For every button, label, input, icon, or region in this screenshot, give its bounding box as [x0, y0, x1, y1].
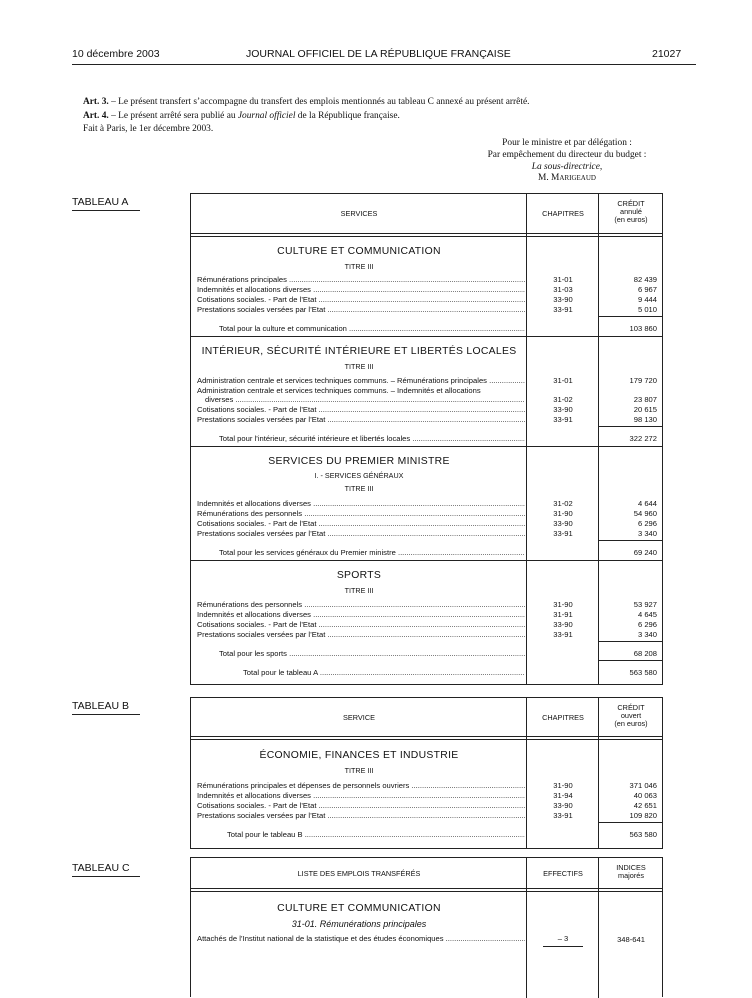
- header-page-number: 21027: [652, 48, 682, 60]
- article-3-label: Art. 3.: [83, 97, 109, 107]
- section-total-label: Total pour les sports .....: [219, 649, 525, 659]
- col-credit: CRÉDIT annulé (en euros): [614, 199, 648, 224]
- table-row: Cotisations sociales. - Part de l’Etat .....: [197, 620, 525, 630]
- section-total: 68 208: [633, 649, 657, 658]
- fait-a-paris: Fait à Paris, le 1er décembre 2003.: [83, 124, 214, 134]
- section-total-label: Total pour l’intérieur, sécurité intérieure et libertés locales .....: [219, 434, 525, 444]
- table-row-continued: diverses .....: [205, 395, 525, 405]
- tableau-a-label-rule: [72, 210, 140, 211]
- col-credit: CRÉDIT ouvert (en euros): [614, 703, 648, 728]
- header-date: 10 décembre 2003: [72, 48, 160, 60]
- section-total-label: Total pour les services généraux du Premier ministre .....: [219, 548, 525, 558]
- table-row: Rémunérations des personnels .....: [197, 600, 525, 610]
- signature-line-3: La sous-directrice,: [531, 162, 603, 172]
- col-service: SERVICE: [343, 713, 375, 722]
- tableau-c-label: TABLEAU C: [72, 862, 130, 874]
- titre-label: TITRE III: [344, 362, 374, 371]
- header-title: JOURNAL OFFICIEL DE LA RÉPUBLIQUE FRANÇAISE: [246, 48, 511, 60]
- table-row: Prestations sociales versées par l’Etat .....: [197, 305, 525, 315]
- table-row: Indemnités et allocations diverses .....: [197, 499, 525, 509]
- article-4-label: Art. 4.: [83, 111, 109, 121]
- table-row: Cotisations sociales. - Part de l’Etat .....: [197, 405, 525, 415]
- table-row: Rémunérations principales .....: [197, 275, 525, 285]
- tableau-a: SERVICES CHAPITRES CRÉDIT annulé (en euros) CULTURE ET COMMUNICATION TITRE III Rémunérations principales ..... 31-01 82 439 Indemnités et allocations diverses ..... 31-03 6 967 Cotisations sociales. - Part de l’Etat ..... 33-90 9 444 Prestations sociales versées par l’Etat ..... 33-91 5 010 Total pour la culture et communication ..... 103 860 INTÉRIEUR, SÉCURITÉ INTÉRIEURE ET LIBERTÉS LOCALES TITRE III Administration centrale et services techniques communs. – Rémunérations principales ..... 31-01 179 720 Administration centrale et services techniques communs. – Indemnités et allocations diverses ..... 31-02 23 807 Cotisations sociales. - Part de l’Etat ..... 33-90 20 615 Prestations sociales versées par l’Etat ..... 33-91 98 130 Total pour l’intérieur, sécurité intérieure et libertés locales ..... 322 272 SERVICES DU PREMIER MINISTRE I. - SERVICES GÉNÉRAUX TITRE III Indemnités et allocations diverses ..... 31-02 4 644 Rémunérations des personnels ..... 31-90 54 960 Cotisations sociales. - Part de l’Etat ..... 33-90 6 296 Prestations sociales versées par l’Etat ..... 33-91 3 340 Total pour les services généraux du Premier ministre ..... 69 240 SPORTS TITRE III Rémunérations des personnels ..... 31-90 53 927 Indemnités et allocations diverses ..... 31-91 4 645 Cotisations sociales. - Part de l’Etat ..... 33-90 6 296 Prestations sociales versées par l’Etat ..... 33-91 3 340 Total pour les sports ..... 68 208 Total pour le tableau A ..... 563 580: [190, 193, 663, 685]
- grand-total-label: Total pour le tableau A .....: [243, 668, 525, 678]
- tableau-b-label-rule: [72, 714, 140, 715]
- table-row: Cotisations sociales. - Part de l’Etat .....: [197, 801, 525, 811]
- section-total-label: Total pour la culture et communication .....: [219, 324, 525, 334]
- titre-label: TITRE III: [344, 484, 374, 493]
- table-row: Indemnités et allocations diverses .....: [197, 285, 525, 295]
- tableau-a-label: TABLEAU A: [72, 196, 129, 208]
- titre-label: TITRE III: [344, 262, 374, 271]
- total: 563 580: [629, 830, 657, 839]
- col-services: SERVICES: [340, 209, 378, 218]
- table-row: Cotisations sociales. - Part de l’Etat .....: [197, 295, 525, 305]
- article-4-text-a: – Le présent arrêté sera publié au: [111, 111, 236, 121]
- header-rule: [72, 64, 696, 65]
- table-row: Cotisations sociales. - Part de l’Etat .....: [197, 519, 525, 529]
- section-title: ÉCONOMIE, FINANCES ET INDUSTRIE: [259, 750, 459, 761]
- section-title: CULTURE ET COMMUNICATION: [277, 903, 441, 914]
- signature-name: M. Marigeaud: [538, 173, 596, 183]
- section-total: 322 272: [629, 434, 657, 443]
- titre-label: TITRE III: [344, 586, 374, 595]
- total-label: Total pour le tableau B .....: [227, 830, 525, 840]
- article-3: [83, 97, 529, 107]
- col-chapitres: CHAPITRES: [542, 713, 584, 722]
- signature-line-1: Pour le ministre et par délégation :: [502, 138, 632, 148]
- article-4-text-c: de la République française.: [297, 111, 400, 121]
- table-row: Indemnités et allocations diverses .....: [197, 791, 525, 801]
- tableau-b-label: TABLEAU B: [72, 700, 129, 712]
- section-subtitle: I. - SERVICES GÉNÉRAUX: [314, 471, 404, 480]
- table-row: Administration centrale et services techniques communs. – Indemnités et allocations: [197, 386, 481, 395]
- section-total: 103 860: [629, 324, 657, 333]
- indices-value: 348-641: [617, 935, 645, 944]
- section-total: 69 240: [633, 548, 657, 557]
- tableau-b: SERVICE CHAPITRES CRÉDIT ouvert (en euros) ÉCONOMIE, FINANCES ET INDUSTRIE TITRE III Rémunérations principales et dépenses de personnels ouvriers ..... 31-90 371 046 Indemnités et allocations diverses ..... 31-94 40 063 Cotisations sociales. - Part de l’Etat ..... 33-90 42 651 Prestations sociales versées par l’Etat ..... 33-91 109 820 Total pour le tableau B ..... 563 580: [190, 697, 663, 849]
- section-title: CULTURE ET COMMUNICATION: [277, 246, 441, 257]
- table-row: Prestations sociales versées par l’Etat .....: [197, 630, 525, 640]
- table-row: Rémunérations principales et dépenses de personnels ouvriers .....: [197, 781, 525, 791]
- article-4-journal: Journal officiel: [237, 111, 296, 121]
- table-row: Prestations sociales versées par l’Etat .....: [197, 529, 525, 539]
- signature-line-2: Par empêchement du directeur du budget :: [487, 150, 647, 160]
- grand-total: 563 580: [629, 668, 657, 677]
- article-4: [83, 111, 400, 121]
- table-row: Attachés de l’Institut national de la statistique et des études économiques .....: [197, 934, 525, 944]
- table-row: Prestations sociales versées par l’Etat .....: [197, 811, 525, 821]
- section-title: INTÉRIEUR, SÉCURITÉ INTÉRIEURE ET LIBERTÉS LOCALES: [201, 346, 517, 357]
- titre-label: TITRE III: [344, 766, 374, 775]
- tableau-c: [190, 857, 663, 997]
- col-chapitres: CHAPITRES: [542, 209, 584, 218]
- section-title: SPORTS: [336, 570, 382, 581]
- col-liste: LISTE DES EMPLOIS TRANSFÉRÉS: [297, 869, 421, 878]
- tableau-c-label-rule: [72, 876, 140, 877]
- table-row: Indemnités et allocations diverses .....: [197, 610, 525, 620]
- section-subtitle: 31-01. Rémunérations principales: [291, 919, 427, 929]
- article-3-text: – Le présent transfert s’accompagne du transfert des emplois mentionnés au tableau C annexé au présent arrêté.: [111, 97, 530, 107]
- table-row: Prestations sociales versées par l’Etat .....: [197, 415, 525, 425]
- table-row: Administration centrale et services techniques communs. – Rémunérations principales .....: [197, 376, 525, 386]
- col-indices: INDICES majorés: [616, 863, 646, 880]
- effectifs-value: – 3: [557, 934, 569, 943]
- table-row: Rémunérations des personnels .....: [197, 509, 525, 519]
- section-title: SERVICES DU PREMIER MINISTRE: [268, 456, 450, 467]
- col-effectifs: EFFECTIFS: [543, 869, 583, 878]
